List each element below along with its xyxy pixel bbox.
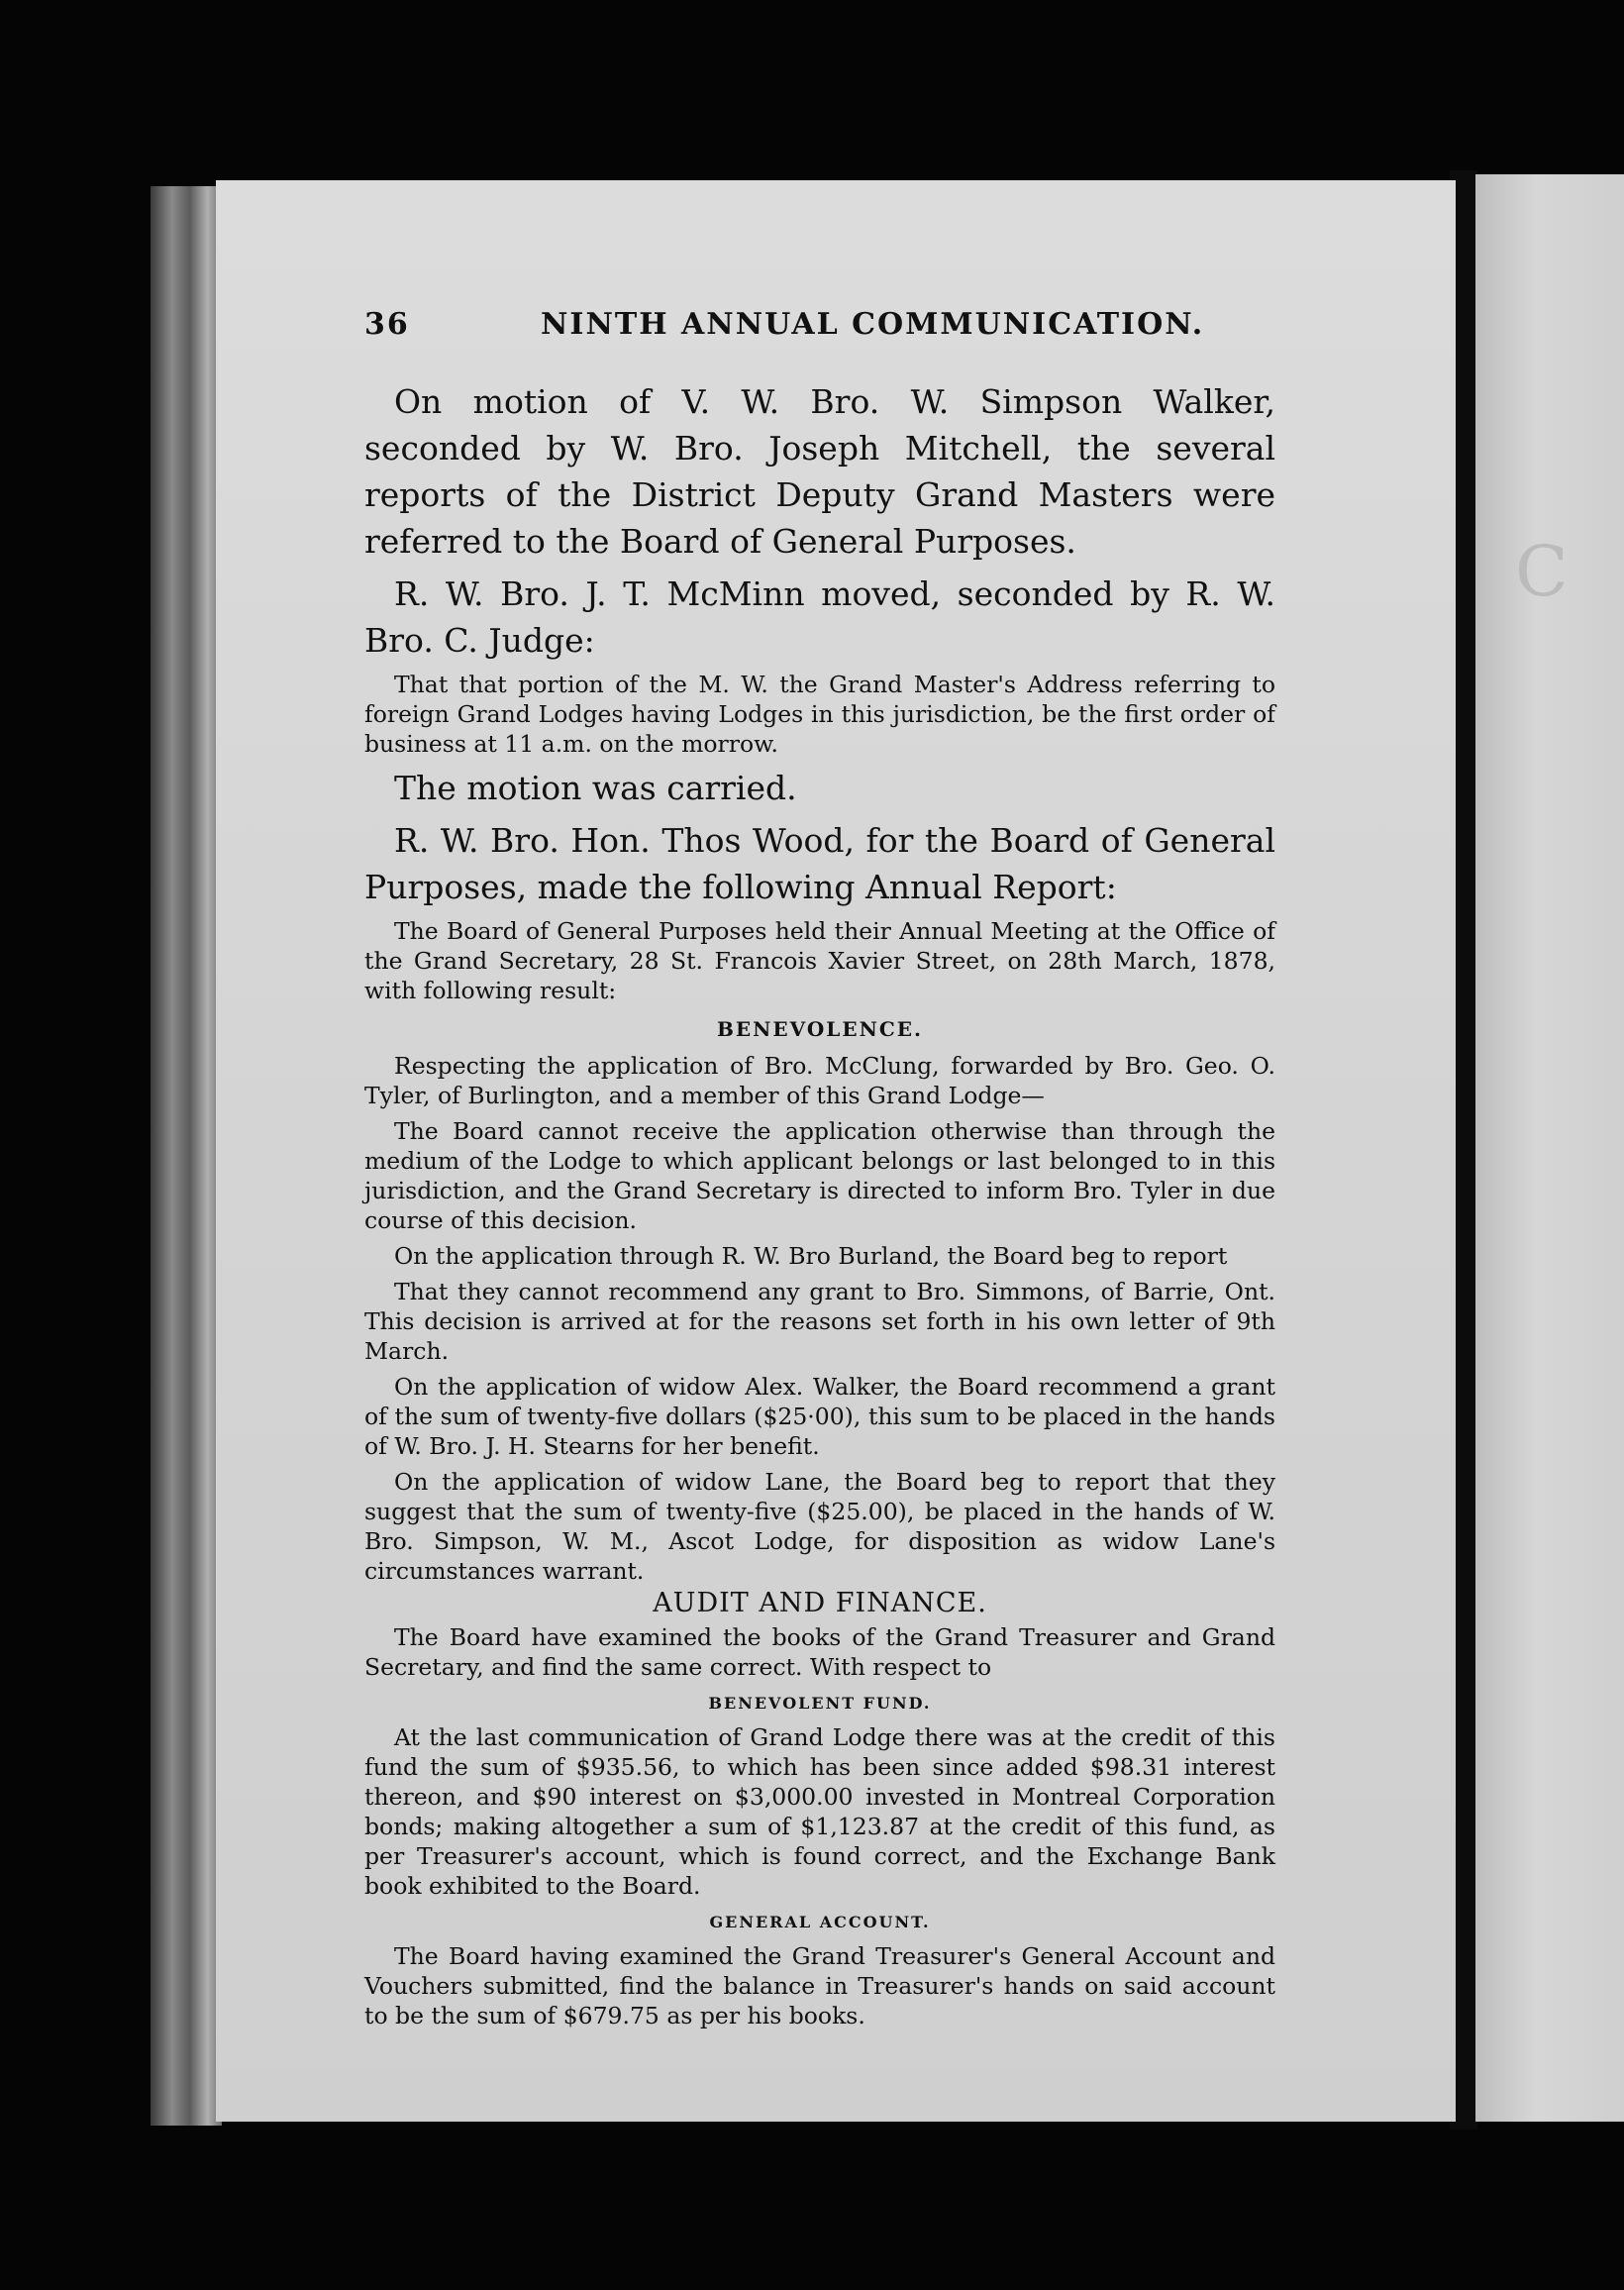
facing-page: [1475, 174, 1624, 2122]
paragraph-walker-grant: On the application of widow Alex. Walker, the Board recommend a grant of the sum of twenty-five dollars ($25·00), this sum to be placed in the hands of W. Bro. J. H. Stearns for her benefit.: [364, 1373, 1275, 1460]
page-body: [364, 378, 1275, 2030]
paragraph-simmons-decision: That they cannot recommend any grant to Bro. Simmons, of Barrie, Ont. This decision is arrived at for the reasons set forth in his own letter of 9th March.: [364, 1278, 1275, 1365]
paragraph-general-account: The Board having examined the Grand Treasurer's General Account and Vouchers submitted, find the balance in Treasurer's hands on said account to be the sum of $679.75 as per his books.: [364, 1942, 1275, 2030]
running-head: [364, 307, 1355, 357]
section-heading-benevolent-fund: BENEVOLENT FUND.: [708, 1694, 932, 1713]
paragraph-burland-application: On the application through R. W. Bro Burland, the Board beg to report: [394, 1242, 1228, 1270]
page-number: 36: [364, 307, 410, 342]
section-heading-benevolence: BENEVOLENCE.: [717, 1017, 923, 1041]
paragraph-annual-meeting: The Board of General Purposes held their Annual Meeting at the Office of the Grand Secretary, 28 St. Francois Xavier Street, on 28th March, 1878, with following result:: [364, 917, 1275, 1004]
paragraph-motion-mcminn: R. W. Bro. J. T. McMinn moved, seconded by R. W. Bro. C. Judge:: [364, 574, 1275, 660]
paragraph-motion-carried: The motion was carried.: [394, 769, 797, 807]
section-heading-general-account: GENERAL ACCOUNT.: [709, 1913, 931, 1931]
bleed-through-mark: C: [1515, 531, 1569, 612]
paragraph-benevolent-fund: At the last communication of Grand Lodge there was at the credit of this fund the sum of $935.56, to which has been since added $98.31 interest thereon, and $90 interest on $3,000.00 invested in Montreal Corporation bonds; making altogether a sum of $1,123.87 at the credit of this fund, as per Treasurer's account, which is found correct, and the Exchange Bank book exhibited to the Board.: [364, 1723, 1275, 1900]
paragraph-books-examined: The Board have examined the books of the Grand Treasurer and Grand Secretary, and find the same correct. With respect to: [364, 1623, 1275, 1681]
running-head-title: NINTH ANNUAL COMMUNICATION.: [541, 307, 1205, 342]
paragraph-mcclung-application: Respecting the application of Bro. McClung, forwarded by Bro. Geo. O. Tyler, of Burlington, and a member of this Grand Lodge—: [364, 1052, 1275, 1109]
paragraph-lane-grant: On the application of widow Lane, the Board beg to report that they suggest that the sum of twenty-five ($25.00), be placed in the hands of W. Bro. Simpson, W. M., Ascot Lodge, for disposition as widow Lane's circumstances warrant.: [364, 1468, 1275, 1585]
paragraph-annual-report-intro: R. W. Bro. Hon. Thos Wood, for the Board of General Purposes, made the following Annual Report:: [364, 821, 1275, 906]
paragraph-motion-walker: On motion of V. W. Bro. W. Simpson Walker, seconded by W. Bro. Joseph Mitchell, the several reports of the District Deputy Grand Masters were referred to the Board of General Purposes.: [364, 382, 1275, 561]
paragraph-board-decision: The Board cannot receive the application otherwise than through the medium of the Lodge to which applicant belongs or last belonged to in this jurisdiction, and the Grand Secretary is directed to inform Bro. Tyler in due course of this decision.: [364, 1117, 1275, 1234]
book-page-edges: [151, 186, 222, 2126]
document-page: [216, 180, 1456, 2122]
section-heading-audit-finance: AUDIT AND FINANCE.: [653, 1588, 987, 1618]
paragraph-motion-text: That that portion of the M. W. the Grand Master's Address referring to foreign Grand Lodges having Lodges in this jurisdiction, be the first order of business at 11 a.m. on the morrow.: [364, 671, 1275, 758]
